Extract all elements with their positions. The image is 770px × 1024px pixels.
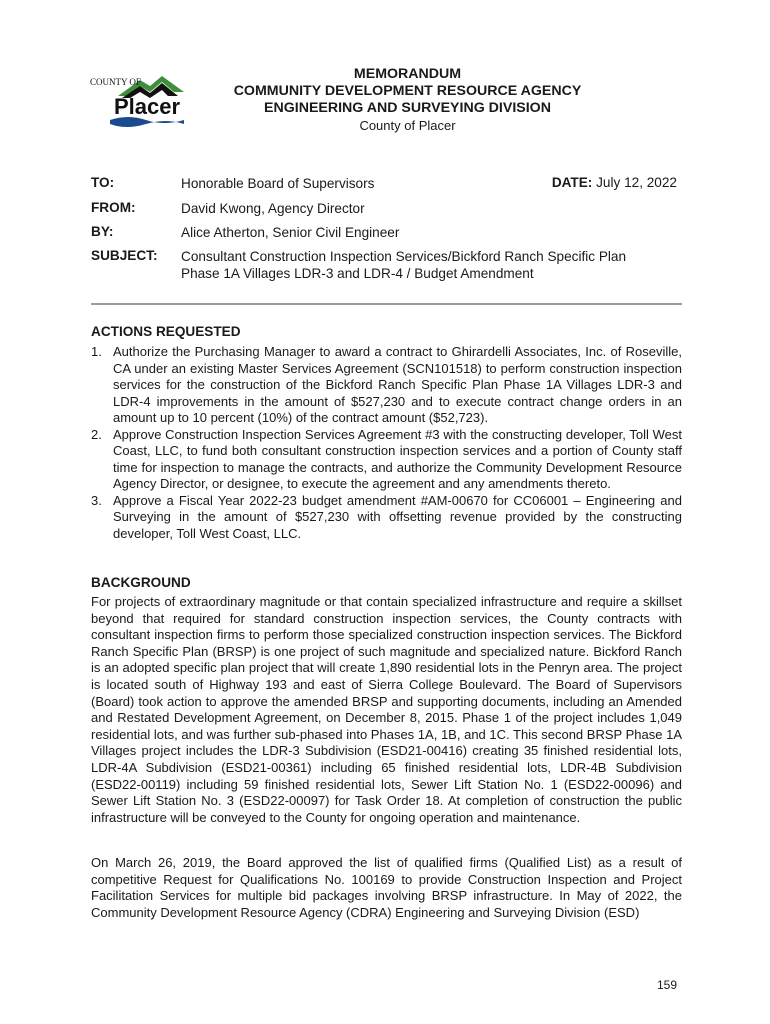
action-number: 3. xyxy=(91,492,102,508)
actions-list xyxy=(91,344,682,542)
page-number: 159 xyxy=(656,978,677,992)
date-label: DATE: xyxy=(551,175,593,190)
to-value: Honorable Board of Supervisors xyxy=(181,176,375,191)
action-item xyxy=(91,427,682,493)
from-value: David Kwong, Agency Director xyxy=(181,201,365,216)
subject-line-2: Phase 1A Villages LDR-3 and LDR-4 / Budget Amendment xyxy=(181,266,534,281)
subject-label: SUBJECT: xyxy=(91,248,158,263)
logo-county-of-text: COUNTY OF xyxy=(90,77,141,87)
logo-placer-text: Placer xyxy=(114,94,181,119)
to-label: TO: xyxy=(91,175,115,190)
date-value: July 12, 2022 xyxy=(596,175,677,190)
background-paragraph-1: For projects of extraordinary magnitude or that contain specialized infrastructure and require a skillset beyond that required for standard construction inspection services, the County contracts with consultant inspection firms to perform those specialized construction inspection services. The Bickford Ranch Specific Plan (BRSP) is one project of such magnitude and specialized nature. Bickford Ranch is an adopted specific plan project that will create 1,890 residential lots in the Penryn area. The project is located south of Highway 193 and east of Sierra College Boulevard. The Board of Supervisors (Board) took action to approve the amended BRSP and supporting documents, including an Amended and Restated Development Agreement, on December 8, 2015. Phase 1 of the project includes 1,049 residential lots, and was further sub-phased into Phases 1A, 1B, and 1C. This second BRSP Phase 1A Villages project includes the LDR-3 Subdivision (ESD21-00416) creating 35 finished residential lots, LDR-4A Subdivision (ESD21-00361) including 65 finished residential lots, LDR-4B Subdivision (ESD22-00119) including 59 finished residential lots, Sewer Lift Station No. 1 (ESD22-00096) and Sewer Lift Station No. 3 (ESD22-00097) for Task Order 18. At completion of construction the public infrastructure will be conveyed to the County for ongoing operation and maintenance. xyxy=(91,594,682,825)
background-paragraph-2: On March 26, 2019, the Board approved the list of qualified firms (Qualified List) as a result of competitive Request for Qualifications No. 100169 to provide Construction Inspection and Project Facilitation Services for multiple bid packages involving BRSP infrastructure. In May of 2022, the Community Development Resource Agency (CDRA) Engineering and Surveying Division (ESD) xyxy=(91,855,682,920)
action-number: 2. xyxy=(91,426,102,442)
from-label: FROM: xyxy=(91,200,136,215)
background-heading: BACKGROUND xyxy=(91,575,191,590)
header-memorandum: MEMORANDUM xyxy=(353,66,462,82)
actions-heading: ACTIONS REQUESTED xyxy=(91,324,241,339)
action-number: 1. xyxy=(91,344,102,359)
subject-line-1: Consultant Construction Inspection Services/Bickford Ranch Specific Plan xyxy=(181,249,627,264)
memo-date xyxy=(552,175,677,190)
header-subtitle: County of Placer xyxy=(359,118,456,133)
action-text: Approve a Fiscal Year 2022-23 budget amendment #AM-00670 for CC06001 – Engineering and Surveying in the amount of $527,230 with offsetting revenue provided by the constructing developer, Toll West Coast, LLC. xyxy=(113,492,682,541)
by-value: Alice Atherton, Senior Civil Engineer xyxy=(181,225,400,240)
header-division: ENGINEERING AND SURVEYING DIVISION xyxy=(264,100,551,116)
action-item xyxy=(91,344,682,427)
header-divider xyxy=(91,303,682,305)
memo-header-title xyxy=(190,66,625,117)
action-text: Approve Construction Inspection Services Agreement #3 with the constructing developer, Toll West Coast, LLC, to fund both consultant construction inspection services and a portion of County staff time for inspection to manage the contracts, and authorize the Community Development Resource Agency Director, or designee, to execute the agreement and any amendments thereto. xyxy=(113,426,682,491)
subject-value xyxy=(181,248,626,282)
header-agency: COMMUNITY DEVELOPMENT RESOURCE AGENCY xyxy=(233,83,582,99)
by-label: BY: xyxy=(91,224,114,239)
action-text: Authorize the Purchasing Manager to award a contract to Ghirardelli Associates, Inc. of Roseville, CA under an existing Master Services Agreement (SCN101518) to perform construction inspection services for the construction of the Bickford Ranch Specific Plan Phase 1A Villages LDR-3 and LDR-4 improvements in the amount of $527,230 and to execute contract change orders in an amount up to 10 percent (10%) of the contract amount ($52,723). xyxy=(113,344,682,425)
action-item xyxy=(91,493,682,543)
